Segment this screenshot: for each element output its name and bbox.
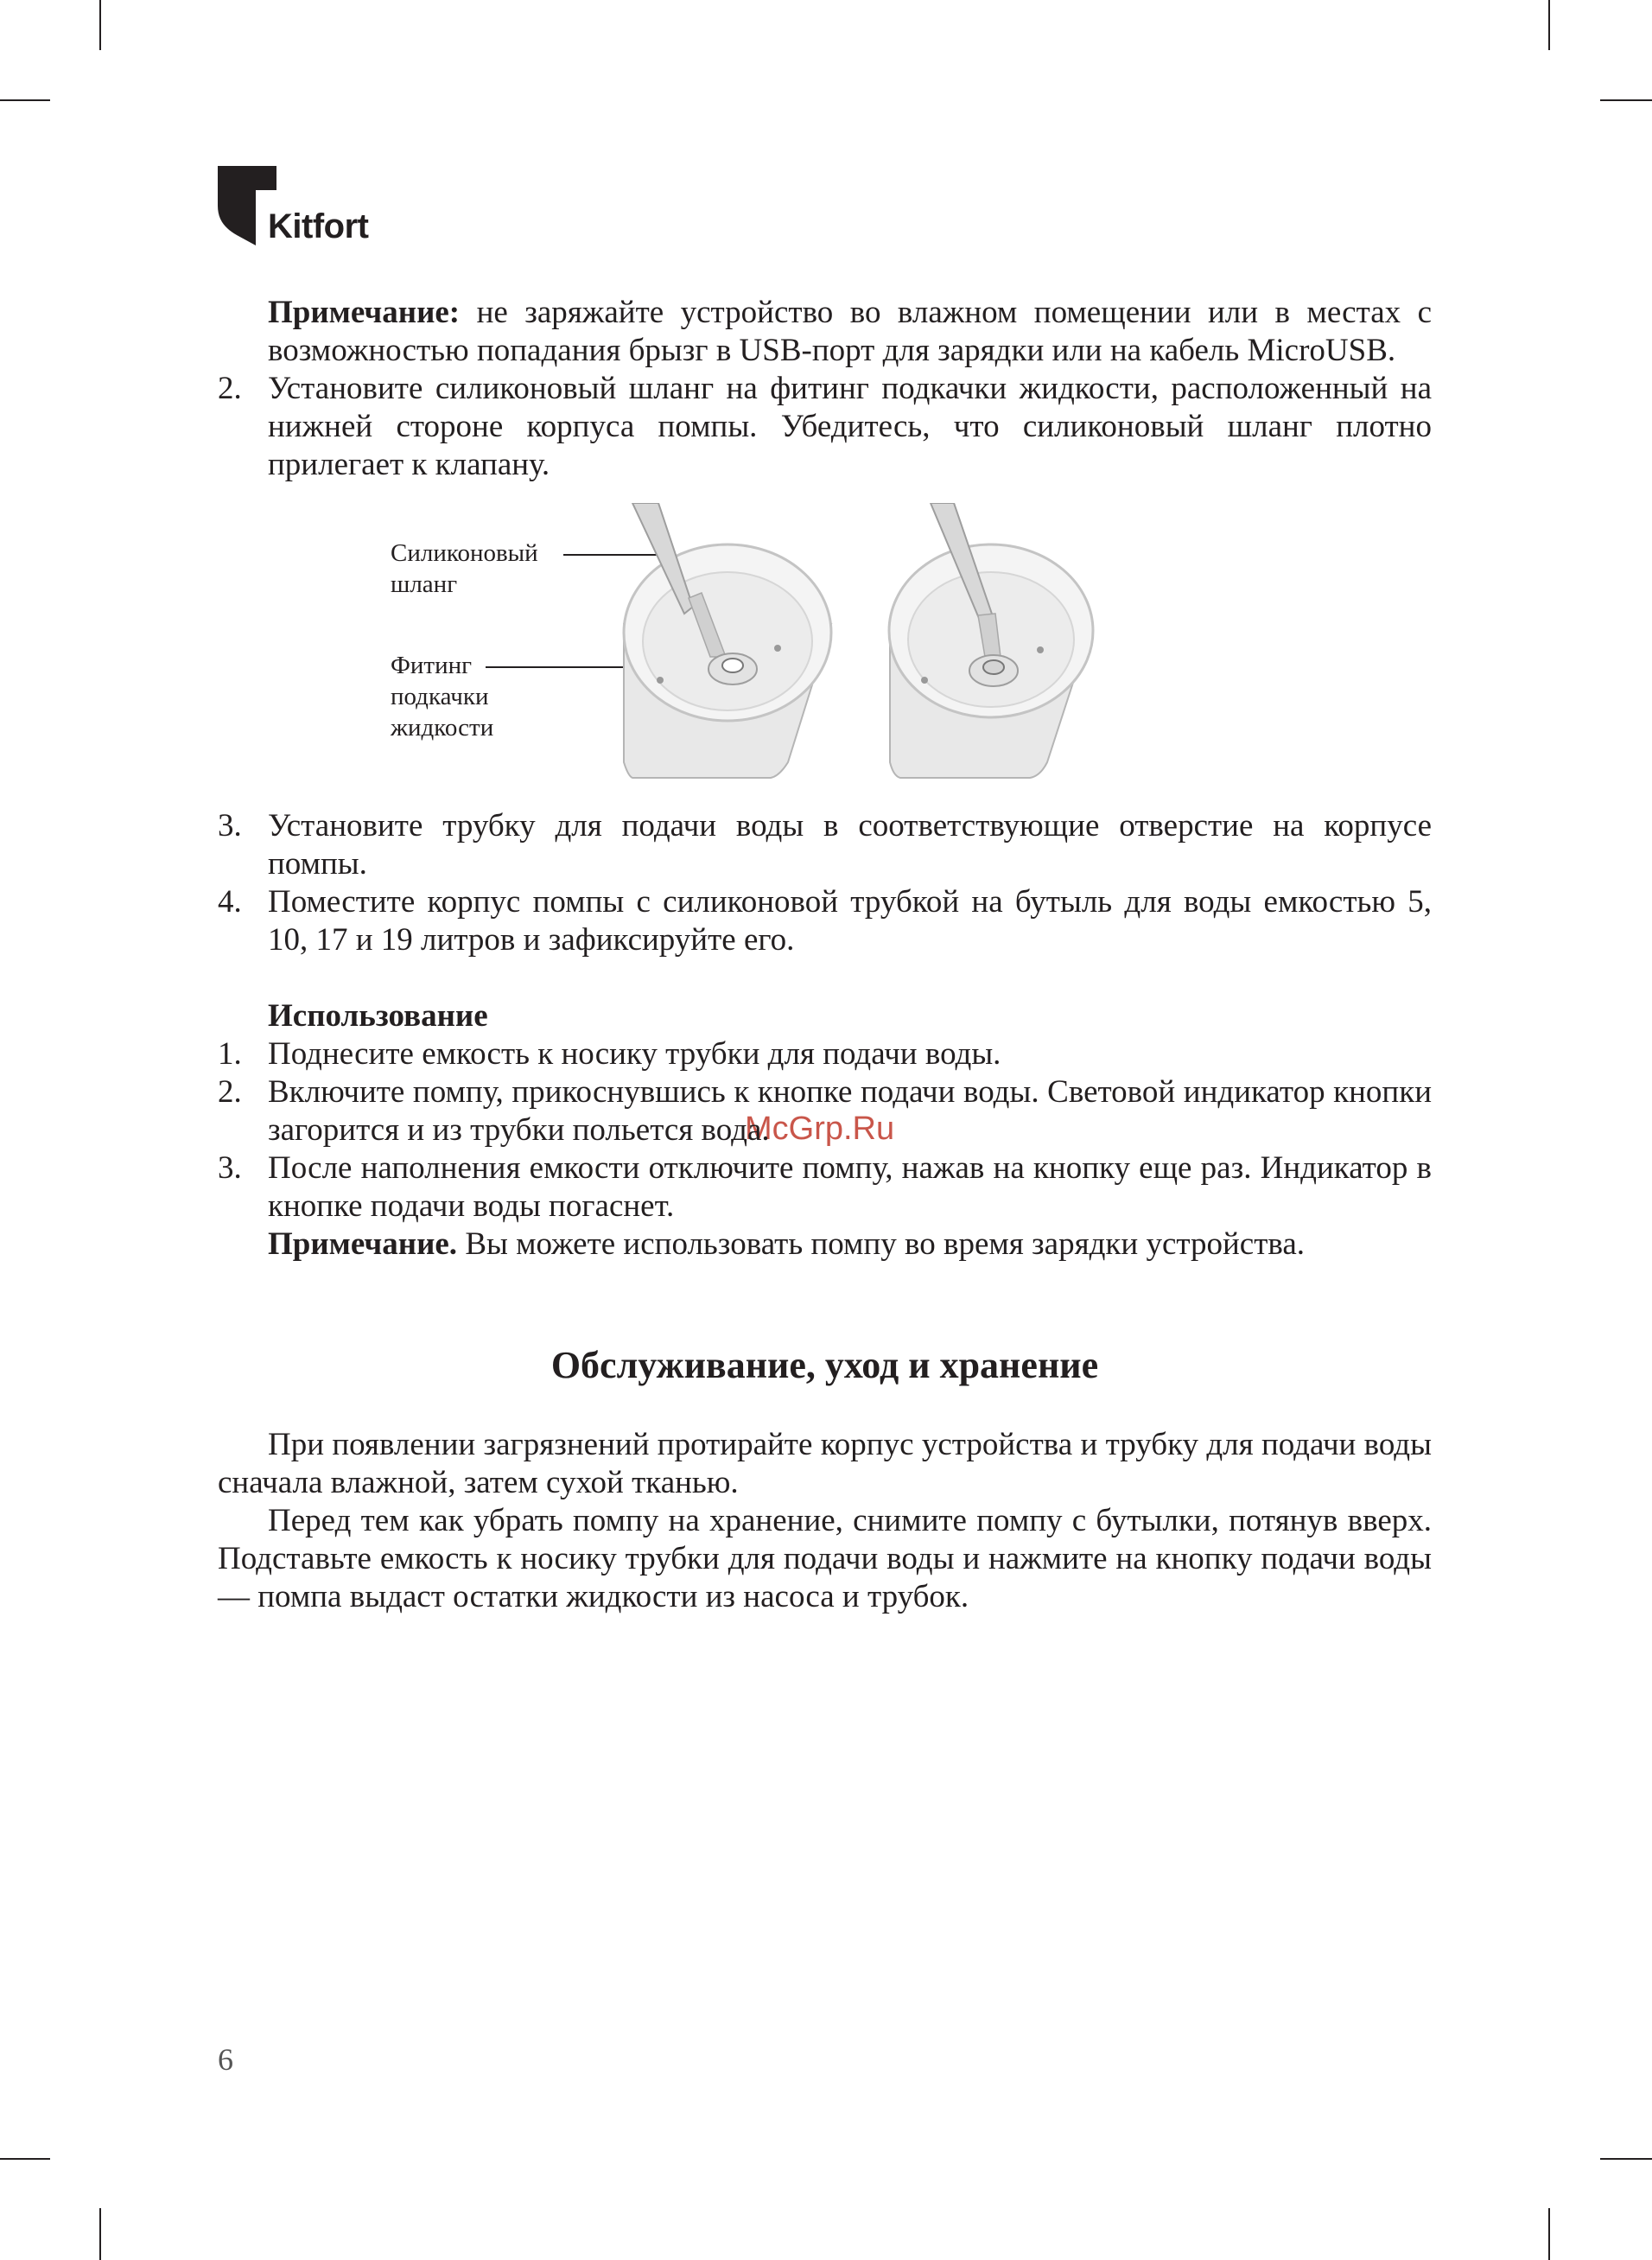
section-title-maintenance: Обслуживание, уход и хранение <box>550 1344 1099 1386</box>
crop-mark <box>99 0 101 50</box>
step-text: Поместите корпус помпы с силиконовой трубкой на бутыль для воды емкостью 5, 10, 17 и 19 литров и зафиксируйте его. <box>268 884 1432 958</box>
install-steps-list <box>218 370 1432 484</box>
note-text: не заряжайте устройство во влажном помещении или в местах с возможностью попадания брызг в USB-порт для зарядки или на кабель MicroUSB. <box>268 295 1432 368</box>
watermark: McGrp.Ru <box>745 1111 895 1147</box>
crop-mark <box>1548 2208 1550 2260</box>
label-fitting: Фитинг подкачки жидкости <box>391 652 494 742</box>
install-steps-list-continued <box>218 807 1432 959</box>
page-content <box>218 294 1432 1616</box>
list-item <box>218 807 1432 883</box>
pump-body-right <box>889 503 1093 778</box>
pump-body-left <box>624 503 831 778</box>
step-number: 1. <box>218 1036 242 1072</box>
crop-mark <box>1600 99 1652 101</box>
list-item <box>218 1149 1432 1225</box>
crop-mark <box>1548 0 1550 50</box>
step-text: Поднесите емкость к носику трубки для подачи воды. <box>268 1036 1001 1072</box>
step-number: 2. <box>218 1074 242 1110</box>
step-text: Установите силиконовый шланг на фитинг подкачки жидкости, расположенный на нижней стороне корпуса помпы. Убедитесь, что силиконовый шланг плотно прилегает к клапану. <box>268 371 1432 482</box>
page-number: 6 <box>218 2042 233 2077</box>
crop-mark <box>1600 2158 1652 2160</box>
crop-mark <box>0 2158 50 2160</box>
step-text: Установите трубку для подачи воды в соответствующие отверстие на корпусе помпы. <box>268 808 1432 882</box>
note-label: Примечание. <box>268 1226 458 1262</box>
maintenance-paragraph: При появлении загрязнений протирайте корпус устройства и трубку для подачи воды сначала влажной, затем сухой тканью. <box>218 1427 1432 1500</box>
list-item <box>218 370 1432 484</box>
step-number: 2. <box>218 371 242 406</box>
note-text: Вы можете использовать помпу во время зарядки устройства. <box>457 1226 1306 1262</box>
maintenance-paragraph: Перед тем как убрать помпу на хранение, снимите помпу с бутылки, потянув вверх. Подставьте емкость к носику трубки для подачи воды и нажмите на кнопку подачи воды — помпа выдаст остатки жидкости из насоса и трубок. <box>218 1503 1432 1614</box>
step-number: 3. <box>218 1150 242 1186</box>
note-usage <box>218 1225 1432 1264</box>
step-text: После наполнения емкости отключите помпу, нажав на кнопку еще раз. Индикатор в кнопке подачи воды погаснет. <box>268 1150 1432 1224</box>
note-label: Примечание: <box>268 295 461 330</box>
crop-mark <box>99 2208 101 2260</box>
step-number: 3. <box>218 808 242 844</box>
step-number: 4. <box>218 884 242 920</box>
list-item <box>218 1035 1432 1073</box>
step-text: Включите помпу, прикоснувшись к кнопке подачи воды. Световой индикатор кнопки загорится и из трубки польется вода. <box>268 1074 1432 1148</box>
usage-steps-list <box>218 1035 1432 1225</box>
list-item <box>218 1073 1432 1149</box>
list-item <box>218 883 1432 959</box>
label-silicone-hose: Силиконовый шланг <box>391 539 538 598</box>
note-charging <box>218 294 1432 370</box>
pump-figure <box>218 503 1432 788</box>
usage-heading: Использование <box>268 998 488 1034</box>
pump-photo <box>218 503 1432 788</box>
crop-mark <box>0 99 50 101</box>
brand-name: Kitfort <box>268 207 369 245</box>
